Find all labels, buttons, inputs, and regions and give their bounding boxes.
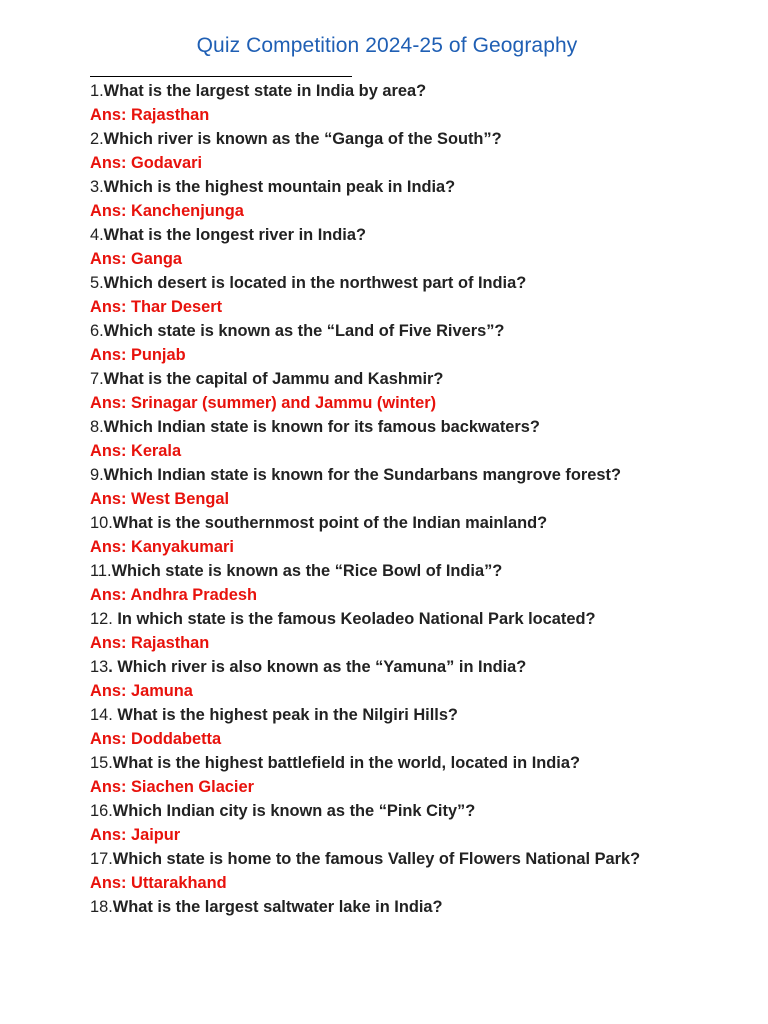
question-3 [90,175,680,199]
question-6 [90,319,680,343]
question-number: 18. [90,898,113,916]
question-number: 8. [90,418,104,436]
answer-15: Ans: Siachen Glacier [90,778,254,796]
question-text: Which state is home to the famous Valley of Flowers National Park? [112,850,641,868]
answer-4: Ans: Ganga [90,250,182,268]
question-16 [90,799,680,823]
question-17 [90,847,680,871]
question-14 [90,703,680,727]
answer-17: Ans: Uttarakhand [90,874,227,892]
question-18 [90,895,680,919]
question-8 [90,415,680,439]
question-text: What is the largest state in India by area? [103,82,427,100]
question-answer-list [90,79,680,919]
question-1 [90,79,680,103]
question-text: What is the capital of Jammu and Kashmir? [103,370,444,388]
question-text: Which is the highest mountain peak in India? [103,178,456,196]
question-text: In which state is the famous Keoladeo National Park located? [117,610,596,628]
question-number: 11. [90,562,112,580]
answer-9: Ans: West Bengal [90,490,230,508]
question-15 [90,751,680,775]
question-10 [90,511,680,535]
question-7 [90,367,680,391]
question-text: What is the highest peak in the Nilgiri Hills? [117,706,458,724]
question-number: 3. [90,178,104,196]
question-9 [90,463,680,487]
question-text: What is the longest river in India? [103,226,366,244]
title-underline-divider [90,76,352,77]
answer-2: Ans: Godavari [90,154,203,172]
question-number: 13 [90,658,109,676]
question-number: 15. [90,754,113,772]
question-number: 5. [90,274,104,292]
answer-11: Ans: Andhra Pradesh [90,586,257,604]
answer-8: Ans: Kerala [90,442,182,460]
question-text: What is the highest battlefield in the world, located in India? [112,754,580,772]
question-number: 2. [90,130,104,148]
page-title: Quiz Competition 2024-25 of Geography [196,34,578,57]
question-12 [90,607,680,631]
answer-6: Ans: Punjab [90,346,186,364]
question-number: 4. [90,226,104,244]
question-number: 7. [90,370,104,388]
answer-13: Ans: Jamuna [90,682,193,700]
answer-1: Ans: Rajasthan [90,106,210,124]
question-number: 12. [90,610,118,628]
answer-12: Ans: Rajasthan [90,634,210,652]
question-text: Which desert is located in the northwest part of India? [103,274,527,292]
question-number: 9. [90,466,104,484]
question-number: 6. [90,322,104,340]
answer-5: Ans: Thar Desert [90,298,223,316]
answer-10: Ans: Kanyakumari [90,538,234,556]
question-text: Which river is known as the “Ganga of the South”? [103,130,502,148]
question-text: Which Indian state is known for its famous backwaters? [103,418,540,436]
question-11 [90,559,680,583]
question-text: Which Indian state is known for the Sundarbans mangrove forest? [103,466,621,484]
question-text: Which state is known as the “Rice Bowl of India”? [111,562,503,580]
question-2 [90,127,680,151]
answer-16: Ans: Jaipur [90,826,181,844]
answer-7: Ans: Srinagar (summer) and Jammu (winter) [90,394,437,412]
question-4 [90,223,680,247]
question-number: 1. [90,82,104,100]
answer-3: Ans: Kanchenjunga [90,202,244,220]
question-13 [90,655,680,679]
question-5 [90,271,680,295]
question-text: Which state is known as the “Land of Five Rivers”? [103,322,505,340]
answer-14: Ans: Doddabetta [90,730,222,748]
question-number: 16. [90,802,113,820]
question-text: . Which river is also known as the “Yamuna” in India? [108,658,527,676]
question-text: What is the largest saltwater lake in India? [112,898,443,916]
question-number: 10. [90,514,113,532]
question-number: 17. [90,850,113,868]
question-text: What is the southernmost point of the Indian mainland? [112,514,548,532]
question-text: Which Indian city is known as the “Pink City”? [112,802,476,820]
question-number: 14. [90,706,118,724]
